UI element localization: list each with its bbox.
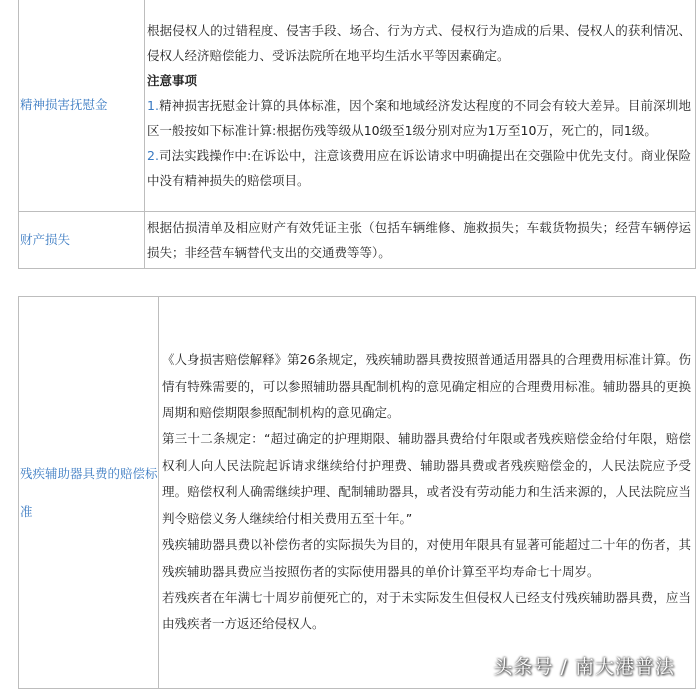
watermark-text: 头条号 / 南大港普法 [493, 656, 675, 678]
note-2-number: 2. [147, 147, 159, 163]
table-row-property-loss [19, 212, 696, 269]
assistive-para-1: 《人身损害赔偿解释》第26条规定，残疾辅助器具费按照普通适用器具的合理费用标准计算。伤情有特殊需要的，可以参照辅助器具配制机构的意见确定相应的合理费用标准。辅助器具的更换周期和赔偿期限参照配制机构的意见确定。 [162, 352, 691, 421]
assistive-para-3: 残疾辅助器具费以补偿伤者的实际损失为目的，对使用年限具有显著可能超过二十年的伤者，其残疾辅助器具费应当按照伤者的实际使用器具的单价计算至平均寿命七十周岁。 [162, 537, 691, 579]
note-1-text: 精神损害抚慰金计算的具体标准，因个案和地域经济发达程度的不同会有较大差异。目前深圳地区一般按如下标准计算:根据伤残等级从10级至1级分别对应为1万至10万，死亡的，同1级。 [147, 97, 691, 138]
assistive-para-4: 若残疾者在年满七十周岁前便死亡的，对于未实际发生但侵权人已经支付残疾辅助器具费，应当由残疾者一方返还给侵权人。 [162, 589, 691, 632]
note-2 [147, 143, 691, 193]
row-content-property-loss: 根据估损清单及相应财产有效凭证主张（包括车辆维修、施救损失；车载货物损失；经营车辆停运损失；非经营车辆替代支出的交通费等等）。 [145, 212, 696, 269]
table-row-mental-damage [19, 0, 696, 212]
assistive-para-2: 第三十二条规定：“超过确定的护理期限、辅助器具费给付年限或者残疾赔偿金给付年限，赔偿权利人向人民法院起诉请求继续给付护理费、辅助器具费或者残疾赔偿金的，人民法院应予受理。赔偿权利人确需继续护理、配制辅助器具，或者没有劳动能力和生活来源的，人民法院应当判令赔偿义务人继续给付相关费用五至十年。” [162, 431, 691, 526]
row-content-mental-damage [145, 0, 696, 212]
note-2-text: 司法实践操作中:在诉讼中，注意该费用应在诉讼请求中明确提出在交强险中优先支付。商业保险中没有精神损失的赔偿项目。 [147, 147, 691, 188]
note-1-number: 1. [147, 97, 159, 113]
notes-heading: 注意事项 [147, 72, 198, 88]
note-1 [147, 93, 691, 143]
table-row-assistive-devices [19, 297, 696, 689]
row-label-assistive-devices: 残疾辅助器具费的赔偿标准 [19, 297, 159, 689]
row-label-mental-damage: 精神损害抚慰金 [19, 0, 145, 212]
mental-damage-basis: 根据侵权人的过错程度、侵害手段、场合、行为方式、侵权行为造成的后果、侵权人的获利情况、侵权人经济赔偿能力、受诉法院所在地平均生活水平等因素确定。 [147, 22, 691, 63]
compensation-table-bottom [18, 296, 696, 689]
row-label-property-loss: 财产损失 [19, 212, 145, 269]
compensation-table-top [18, 0, 696, 269]
row-content-assistive-devices [159, 297, 696, 689]
